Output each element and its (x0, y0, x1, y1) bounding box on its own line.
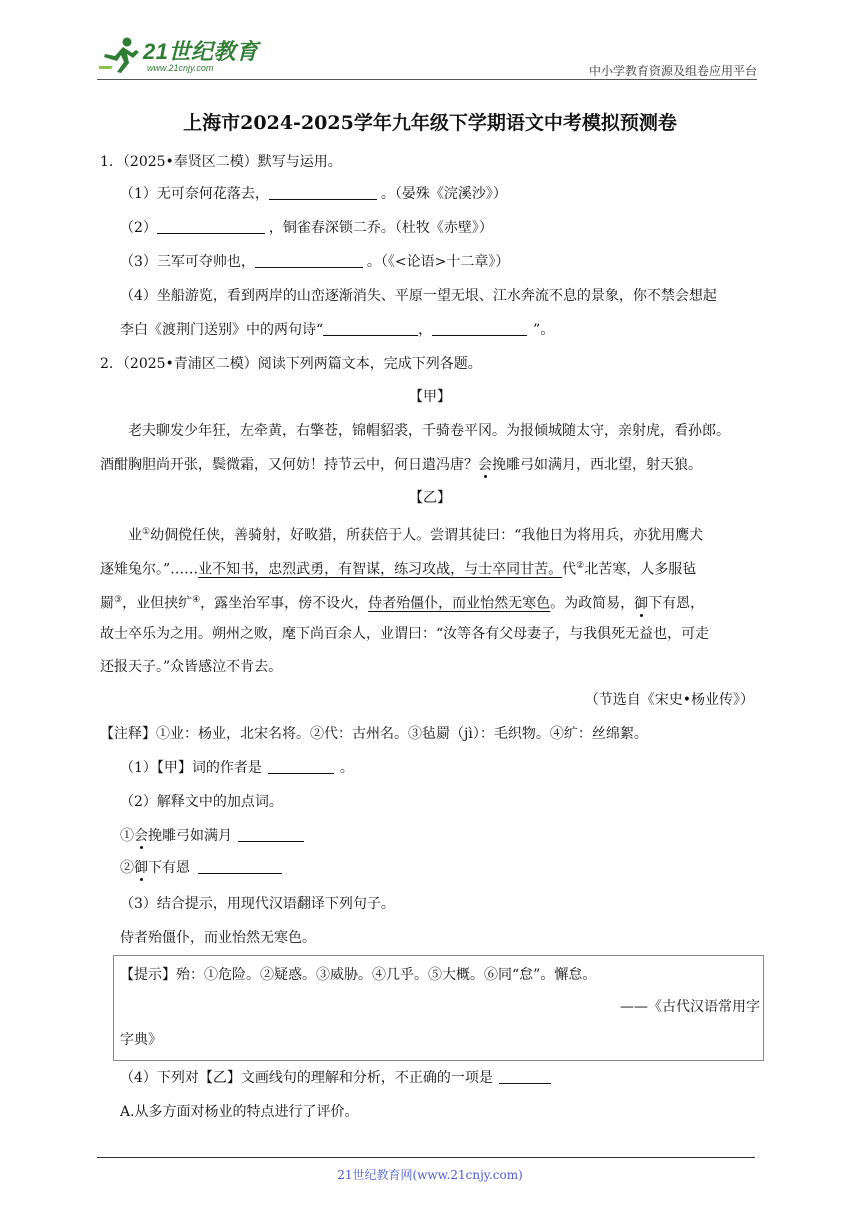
note-marker: ① (142, 527, 151, 537)
q2-sub2: （2）解释文中的加点词。 (120, 794, 283, 810)
yi-text: 下有恩， (648, 595, 705, 612)
q1-sub4-text: 李白《渡荆门送别》中的两句诗“ (120, 322, 324, 338)
q2-sub3-sentence: 侍者殆僵仆，而业怡然无寒色。 (120, 930, 316, 946)
dotted-word: 御 (134, 860, 148, 876)
footer-link[interactable]: 21世纪教育网(www.21cnjy.com) (337, 1168, 523, 1182)
q1-sub4-line2 (120, 320, 554, 340)
page-header (97, 32, 757, 80)
answer-blank[interactable] (238, 827, 304, 842)
q1-sub2-source: ，铜雀春深锁二乔。（杜牧《赤壁》） (268, 220, 493, 236)
note-marker: ④ (192, 595, 201, 605)
note-marker: ② (576, 561, 585, 571)
yi-text: 罽 (100, 595, 114, 612)
jia-text: 酒酣胸胆尚开张，鬓微霜，又何妨！持节云中，何日遣冯唐？ (100, 457, 478, 473)
q1-sub1-text: （1）无可奈何花落去， (120, 186, 269, 202)
header-divider (97, 79, 757, 80)
closing-quote: ”。 (533, 322, 555, 338)
jia-paragraph-line2 (100, 455, 702, 475)
logo-wordmark: 21世纪教育 (143, 39, 259, 64)
yi-text: 幼倜傥任侠，善骑射，好畋猎，所获倍于人。尝谓其徒曰：“我他日为将用兵，亦犹用鹰犬 (150, 527, 704, 544)
yi-text: 。为政简易， (550, 595, 635, 612)
option-a: A.从多方面对杨业的特点进行了评价。 (120, 1104, 359, 1120)
yi-text: 逐雉兔尔。”…… (100, 561, 199, 578)
q1-sub4-line1: （4）坐船游览，看到两岸的山峦逐渐消失、平原一望无垠、江水奔流不息的景象，你不禁会想起 (120, 288, 717, 304)
item-text: 下有恩 (148, 860, 190, 876)
q2-sub1 (120, 758, 354, 778)
site-logo (97, 32, 267, 78)
hint-line2: ——《古代汉语常用字 (620, 999, 760, 1015)
yi-line4: 故士卒乐为之用。朔州之败，麾下尚百余人，业谓曰：“汝等各有父母妻子，与我俱死无益也，可走 (100, 626, 710, 642)
platform-name: 中小学教育资源及组卷应用平台 (588, 64, 757, 78)
item-number: ② (120, 860, 134, 876)
q2-sub2-item1 (120, 826, 304, 846)
q1-sub2-text: （2） (120, 220, 157, 236)
jia-heading: 【甲】 (409, 389, 451, 405)
dotted-word: 御 (634, 595, 649, 612)
yi-text: ，业但挟纩 (122, 595, 193, 612)
yi-text: 业 (128, 527, 142, 544)
footer-divider (97, 1157, 755, 1158)
answer-blank[interactable] (432, 321, 527, 336)
annotations: 【注释】①业：杨业，北宋名将。②代：古州名。③毡罽（jì）：毛织物。④纩：丝绵絮。 (100, 726, 648, 742)
q1-sub2 (120, 218, 493, 238)
underlined-sentence: 侍者殆僵仆，而业怡然无寒色 (368, 595, 551, 612)
jia-paragraph-line1: 老夫聊发少年狂，左牵黄，右擎苍，锦帽貂裘，千骑卷平冈。为报倾城随太守，亲射虎，看孙郎。 (128, 423, 730, 439)
yi-heading: 【乙】 (409, 490, 451, 506)
page-title: 上海市2024-2025学年九年级下学期语文中考模拟预测卷 (183, 112, 677, 134)
answer-blank[interactable] (499, 1069, 551, 1084)
dotted-word: 会 (134, 828, 148, 844)
q1-sub3-source: 。（《<论语>十二章》） (366, 254, 510, 270)
yi-text: 代 (562, 561, 577, 578)
yi-line2 (100, 556, 696, 580)
q2-sub4-text: （4）下列对【乙】文画线句的理解和分析，不正确的一项是 (120, 1070, 493, 1086)
jia-text: 挽雕弓如满月，西北望，射天狼。 (492, 457, 702, 473)
runner-logo-icon (99, 36, 141, 74)
item-text: 挽雕弓如满月 (148, 828, 232, 844)
hint-line3: 字典》 (120, 1032, 162, 1048)
yi-line1 (128, 522, 703, 546)
dotted-word: 会 (478, 457, 492, 473)
source-citation: （节选自《宋史•杨业传》） (584, 692, 754, 708)
q2-stem: 2．（2025•青浦区二模）阅读下列两篇文本，完成下列各题。 (100, 356, 482, 372)
answer-blank[interactable] (198, 859, 282, 874)
q1-stem: 1．（2025•奉贤区二模）默写与运用。 (100, 154, 342, 170)
answer-blank[interactable] (269, 185, 377, 200)
period: 。 (339, 760, 354, 776)
q1-sub3-text: （3）三军可夺帅也， (120, 254, 255, 270)
q1-sub1 (120, 184, 507, 204)
answer-blank[interactable] (157, 219, 265, 234)
yi-text: 北苦寒，人多服毡 (584, 561, 697, 578)
q2-sub3: （3）结合提示，用现代汉语翻译下列句子。 (120, 896, 395, 912)
answer-blank[interactable] (323, 321, 418, 336)
q1-sub3 (120, 252, 509, 272)
yi-line3 (100, 590, 704, 614)
comma: ， (418, 322, 433, 338)
answer-blank[interactable] (255, 253, 363, 268)
yi-text: ，露坐治军事，傍不设火， (200, 595, 369, 612)
q2-sub1-text: （1）【甲】词的作者是 (120, 760, 262, 776)
hint-line1: 【提示】殆：①危险。②疑惑。③威胁。④几乎。⑤大概。⑥同“怠”。懈怠。 (120, 967, 597, 983)
logo-url: www.21cnjy.com (147, 63, 214, 73)
underlined-sentence: 业不知书，忠烈武勇，有智谋，练习攻战，与士卒同甘苦。 (198, 561, 563, 578)
q2-sub4 (120, 1068, 551, 1088)
note-marker: ③ (114, 595, 123, 605)
answer-blank[interactable] (268, 759, 334, 774)
item-number: ① (120, 828, 134, 844)
q2-sub2-item2 (120, 858, 282, 878)
yi-line5: 还报天子。”众皆感泣不肯去。 (100, 659, 283, 675)
q1-sub1-source: 。（晏殊《浣溪沙》） (380, 186, 507, 202)
